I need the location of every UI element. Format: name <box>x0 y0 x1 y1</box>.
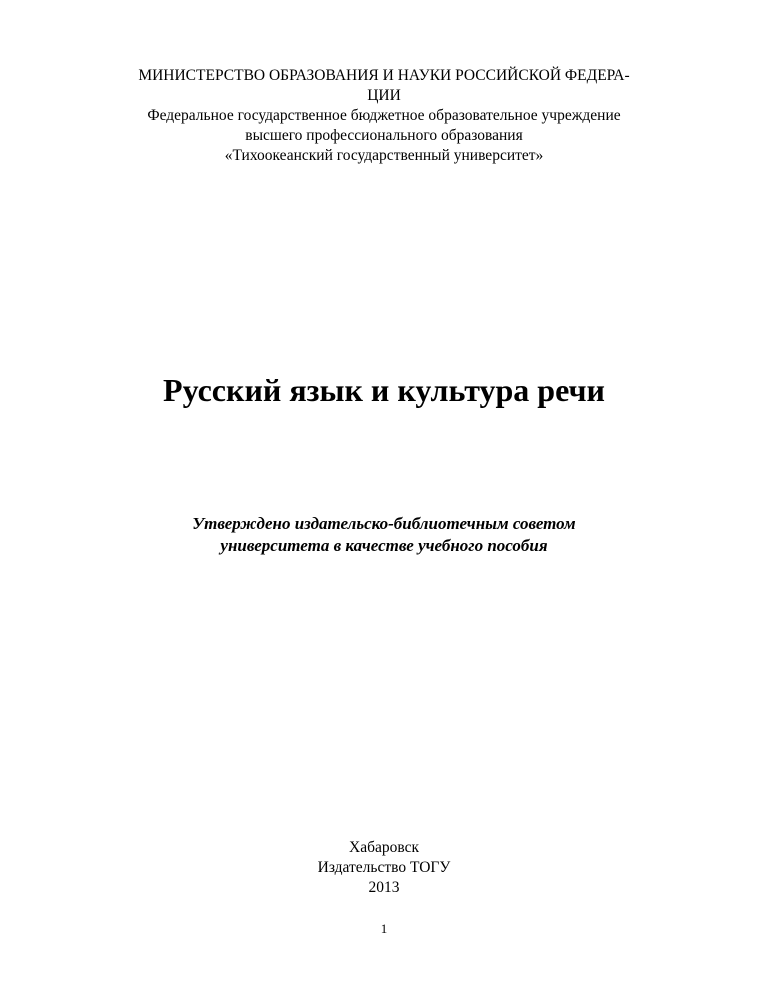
page-number: 1 <box>380 921 388 936</box>
document-title: Русский язык и культура речи <box>163 372 605 408</box>
university-name-line: «Тихоокеанский государственный университет» <box>224 147 544 164</box>
approval-note <box>0 513 768 557</box>
institution-type-line: Федеральное государственное бюджетное образовательное учреждение <box>147 107 621 124</box>
ministry-line-1: МИНИСТЕРСТВО ОБРАЗОВАНИЯ И НАУКИ РОССИЙСКОЙ ФЕДЕРА- <box>138 67 630 84</box>
publication-city: Хабаровск <box>349 839 419 856</box>
education-level-line: высшего профессионального образования <box>245 127 523 144</box>
publication-info <box>0 838 768 898</box>
publication-year: 2013 <box>368 879 400 896</box>
approval-line-1: Утверждено издательско-библиотечным советом <box>192 514 576 533</box>
ministry-line-2: ЦИИ <box>367 87 401 104</box>
approval-line-2: университета в качестве учебного пособия <box>220 536 548 555</box>
publisher-name: Издательство ТОГУ <box>317 859 451 876</box>
institution-header <box>60 66 708 166</box>
